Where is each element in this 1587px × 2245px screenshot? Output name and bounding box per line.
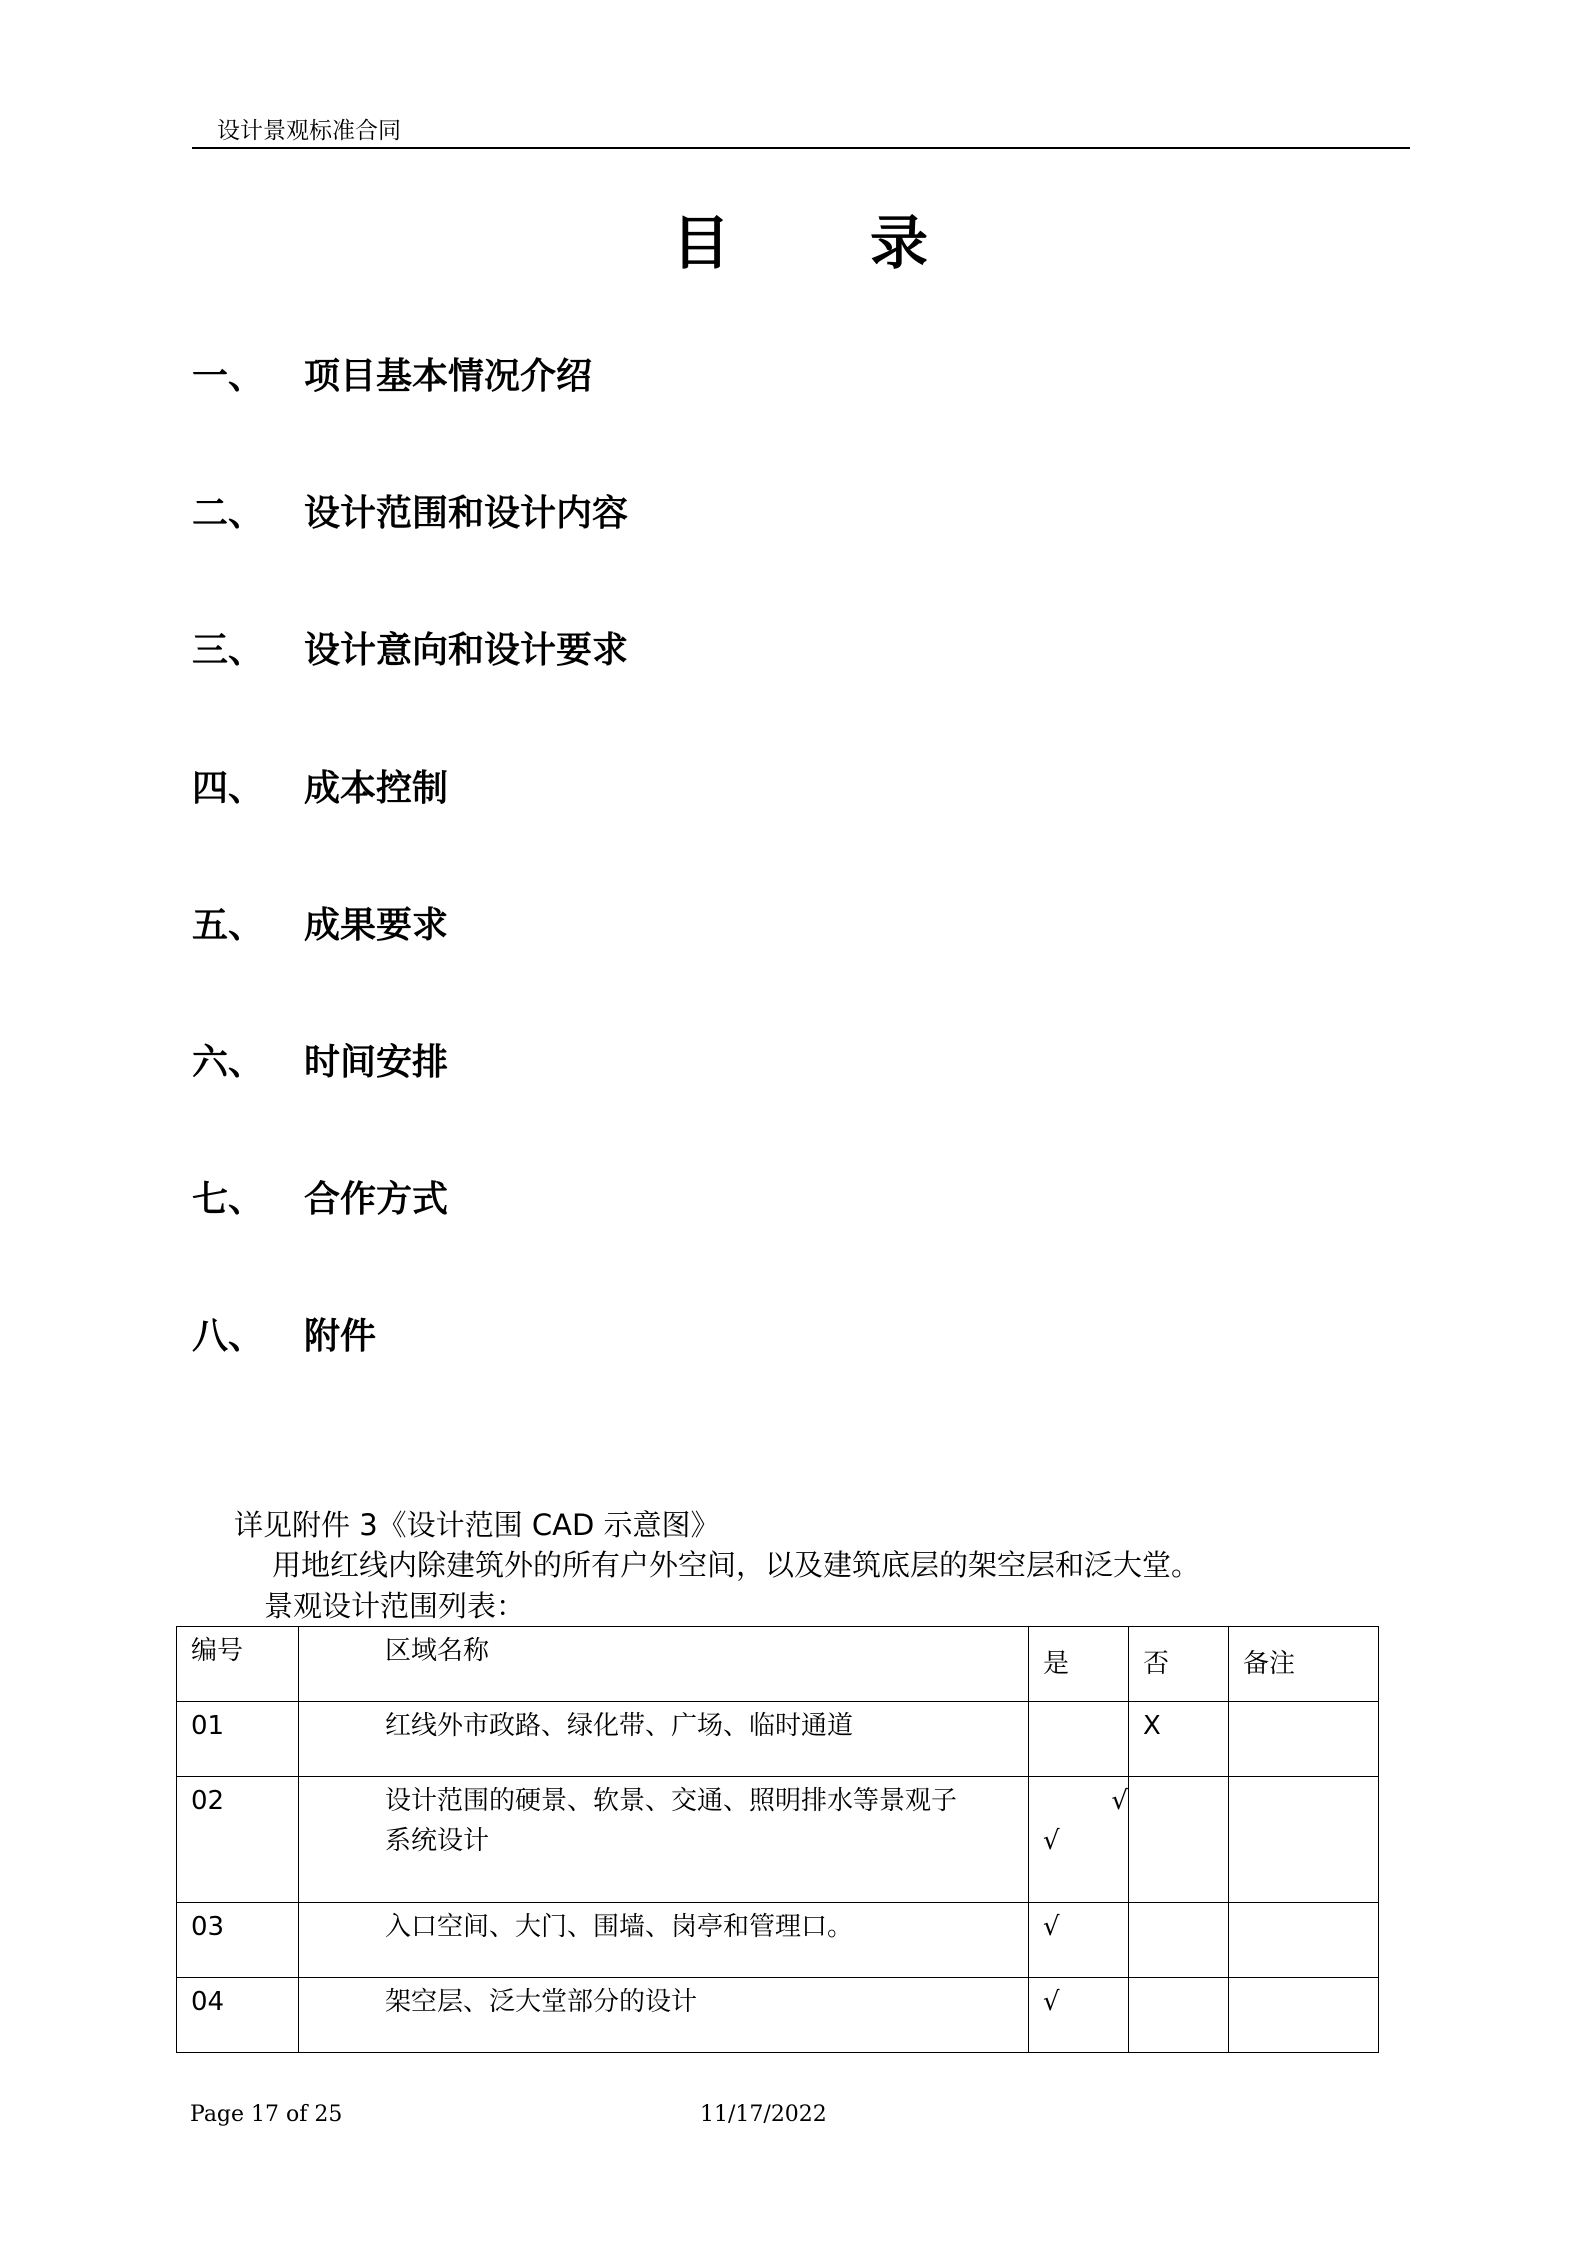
cell-no <box>1129 1978 1229 2053</box>
table-row <box>177 1978 1379 2053</box>
document-header-title: 设计景观标准合同 <box>217 118 401 144</box>
cell-number: 03 <box>177 1903 299 1978</box>
cell-area-name-line-1: 设计范围的硬景、软景、交通、照明排水等景观子 <box>385 1786 958 1816</box>
table-row <box>177 1777 1379 1903</box>
cell-note <box>1229 1777 1379 1903</box>
toc-title-char-2: 录 <box>870 209 929 277</box>
cell-area-name-line-2: 系统设计 <box>385 1826 490 1857</box>
cell-yes: √ <box>1029 1978 1129 2053</box>
toc-item-number: 八、 <box>192 1316 265 1357</box>
cell-yes-mark: √ <box>1043 1826 1060 1857</box>
body-paragraph-scope: 用地红线内除建筑外的所有户外空间，以及建筑底层的架空层和泛大堂。 <box>272 1548 1201 1582</box>
toc-item-number: 二、 <box>192 493 265 534</box>
footer-date: 11/17/2022 <box>700 2102 827 2127</box>
toc-item-number: 一、 <box>192 356 265 397</box>
toc-item-4 <box>192 760 448 811</box>
toc-item-5 <box>192 897 448 948</box>
toc-item-number: 七、 <box>192 1179 265 1220</box>
header-cell-yes: 是 <box>1029 1627 1129 1702</box>
toc-item-number: 三、 <box>192 630 265 671</box>
cell-area-name: 入口空间、大门、围墙、岗亭和管理口。 <box>299 1903 1029 1978</box>
footer-page-number: Page 17 of 25 <box>190 2102 343 2127</box>
header-cell-no: 否 <box>1129 1627 1229 1702</box>
design-scope-table <box>176 1626 1379 2053</box>
header-divider <box>192 147 1410 149</box>
toc-item-label: 成本控制 <box>304 768 449 809</box>
cell-number: 02 <box>177 1777 299 1903</box>
toc-item-3 <box>192 622 628 673</box>
cell-area-name: 架空层、泛大堂部分的设计 <box>299 1978 1029 2053</box>
cell-number: 01 <box>177 1702 299 1777</box>
header-cell-area-name: 区域名称 <box>299 1627 1029 1702</box>
toc-item-label: 附件 <box>304 1316 377 1357</box>
toc-item-label: 设计范围和设计内容 <box>304 493 629 534</box>
body-paragraph-list-title: 景观设计范围列表： <box>264 1589 526 1623</box>
toc-item-7 <box>192 1171 448 1222</box>
toc-item-label: 成果要求 <box>304 905 449 946</box>
toc-item-number: 六、 <box>192 1042 265 1083</box>
cell-no <box>1129 1903 1229 1978</box>
cell-no <box>1129 1777 1229 1903</box>
toc-item-6 <box>192 1034 448 1085</box>
toc-item-number: 五、 <box>192 905 265 946</box>
cell-yes <box>1029 1777 1129 1903</box>
toc-item-label: 设计意向和设计要求 <box>304 630 629 671</box>
cell-note <box>1229 1702 1379 1777</box>
toc-item-2 <box>192 485 628 536</box>
toc-title-char-1: 目 <box>672 209 731 277</box>
toc-item-number: 四、 <box>192 768 265 809</box>
cell-yes <box>1029 1702 1129 1777</box>
header-cell-number: 编号 <box>177 1627 299 1702</box>
table-row <box>177 1702 1379 1777</box>
toc-item-label: 时间安排 <box>304 1042 449 1083</box>
toc-title <box>672 196 928 280</box>
toc-item-label: 合作方式 <box>304 1179 449 1220</box>
cell-note <box>1229 1903 1379 1978</box>
cell-note <box>1229 1978 1379 2053</box>
cell-area-name <box>299 1777 1029 1903</box>
header-cell-note: 备注 <box>1229 1627 1379 1702</box>
toc-item-label: 项目基本情况介绍 <box>304 356 593 397</box>
cell-area-name: 红线外市政路、绿化带、广场、临时通道 <box>299 1702 1029 1777</box>
cell-yes-mark-top: √ <box>1111 1786 1128 1816</box>
cell-no: X <box>1129 1702 1229 1777</box>
body-paragraph-attachment-ref: 详见附件 3《设计范围 CAD 示意图》 <box>234 1508 720 1542</box>
toc-item-8 <box>192 1308 376 1359</box>
table-header-row <box>177 1627 1379 1702</box>
cell-number: 04 <box>177 1978 299 2053</box>
table-row <box>177 1903 1379 1978</box>
toc-item-1 <box>192 348 592 399</box>
cell-yes: √ <box>1029 1903 1129 1978</box>
